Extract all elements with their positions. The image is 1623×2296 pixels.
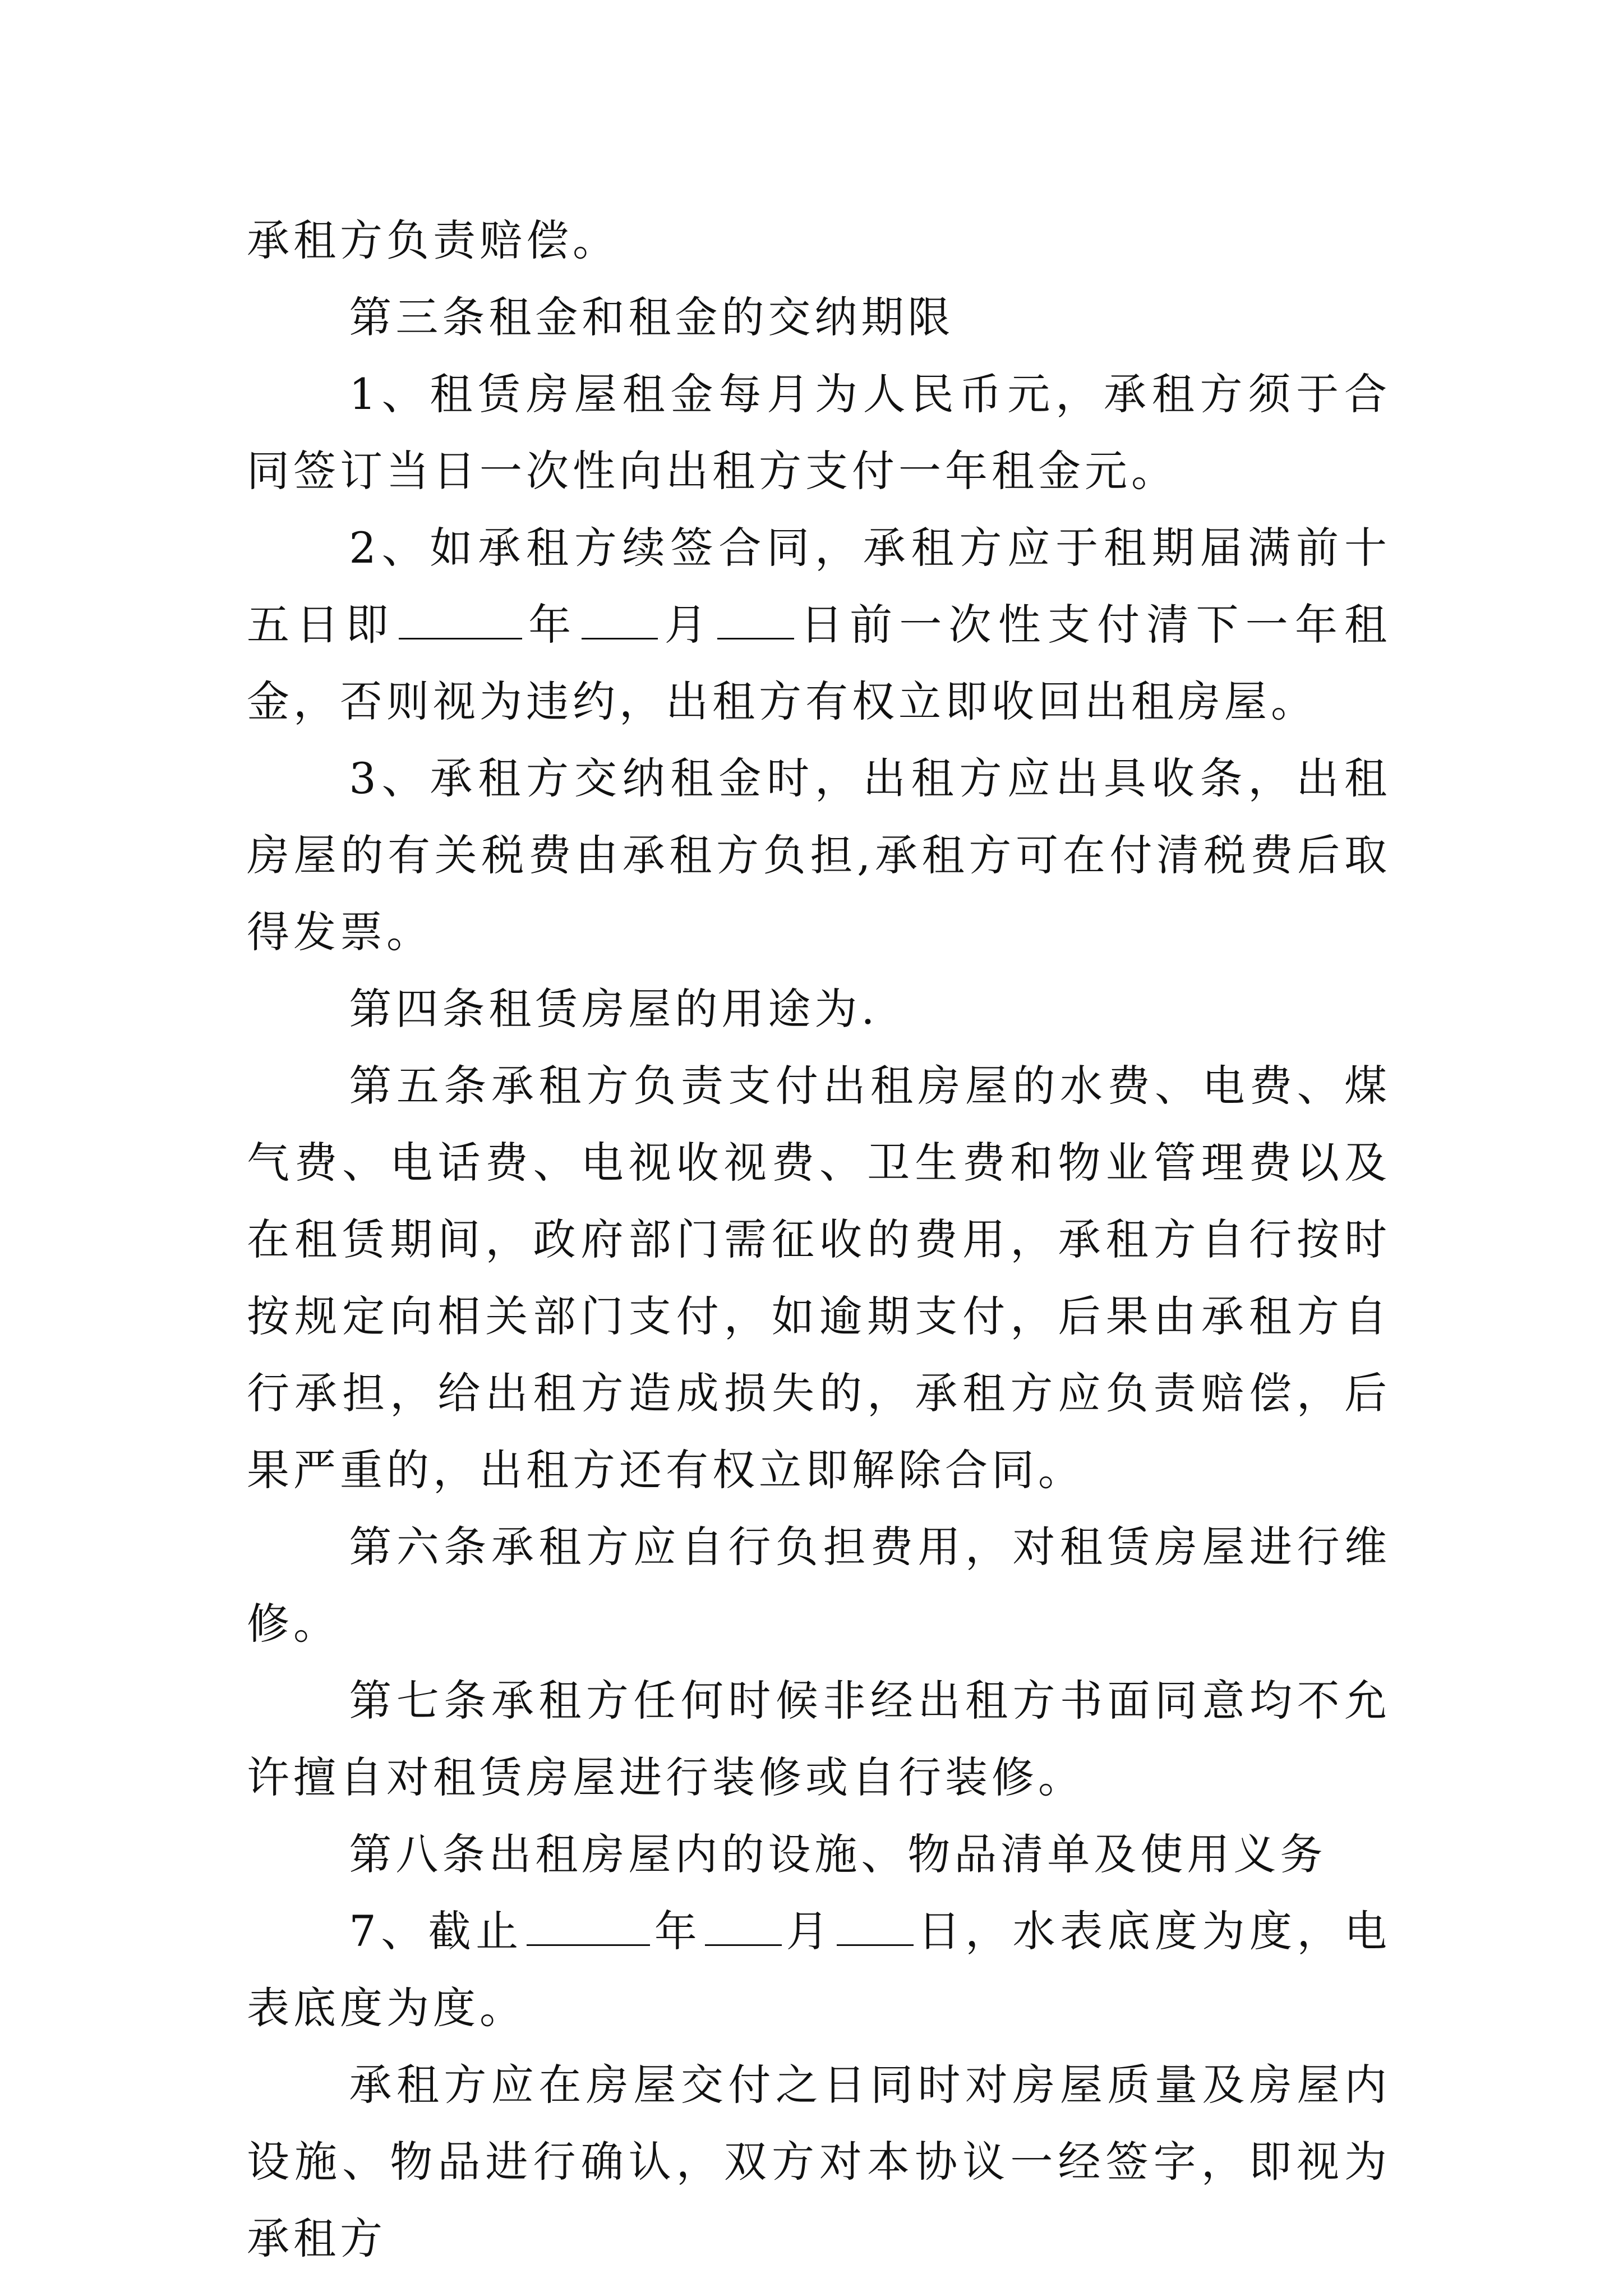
clause-8-7: [247, 1893, 1391, 2046]
year-blank: [399, 600, 522, 639]
month-blank: [705, 1906, 782, 1946]
year-label: 年: [653, 1906, 702, 1956]
confirmation-paragraph: 承租方应在房屋交付之日同时对房屋质量及房屋内设施、物品进行确认，双方对本协议一经签字，即视为承租方: [247, 2060, 1391, 2263]
article-7: 第七条承租方任何时候非经出租方书面同意均不允许擅自对租赁房屋进行装修或自行装修。: [247, 1676, 1391, 1802]
article-4: 第四条租赁房屋的用途为.: [349, 984, 879, 1034]
clause-8-7-text-b: 日，水表底度为度，电表底度为度。: [247, 1906, 1391, 2033]
article-5: 第五条承租方负责支付出租房屋的水费、电费、煤气费、电话费、电视收视费、卫生费和物业管理费以及在租赁期间，政府部门需征收的费用，承租方自行按时按规定向相关部门支付，如逾期支付，后果由承租方自行承担，给出租方造成损失的，承租方应负责赔偿，后果严重的，出租方还有权立即解除合同。: [247, 1061, 1391, 1495]
document-page: [247, 202, 1391, 2277]
clause-3-2-text-a: 2、如承租方续签合同，承租方应于租期届满前十五日即: [247, 523, 1391, 650]
day-blank: [717, 600, 794, 639]
clause-3-2: [247, 509, 1391, 740]
clause-8-7-text-a: 7、截止: [349, 1906, 523, 1956]
year-label: 年: [525, 600, 578, 650]
month-blank: [582, 600, 658, 639]
article-6: 第六条承租方应自行负担费用，对租赁房屋进行维修。: [247, 1522, 1391, 1649]
clause-3-3: 3、承租方交纳租金时，出租方应出具收条，出租房屋的有关税费由承租方负担,承租方可在付清税费后取得发票。: [247, 753, 1391, 957]
paragraph-continuation: 承租方负责赔偿。: [247, 215, 619, 265]
month-label: 月: [785, 1906, 834, 1956]
month-label: 月: [661, 600, 714, 650]
year-blank: [527, 1906, 650, 1946]
article-3-heading: 第三条租金和租金的交纳期限: [349, 292, 955, 342]
day-blank: [837, 1906, 914, 1946]
clause-3-2-text-b: 日前一次性支付清下一年租金，否则视为违约，出租方有权立即收回出租房屋。: [247, 600, 1391, 726]
clause-3-1: 1、租赁房屋租金每月为人民币元，承租方须于合同签订当日一次性向出租方支付一年租金元。: [247, 369, 1391, 496]
article-8-heading: 第八条出租房屋内的设施、物品清单及使用义务: [349, 1829, 1327, 1879]
